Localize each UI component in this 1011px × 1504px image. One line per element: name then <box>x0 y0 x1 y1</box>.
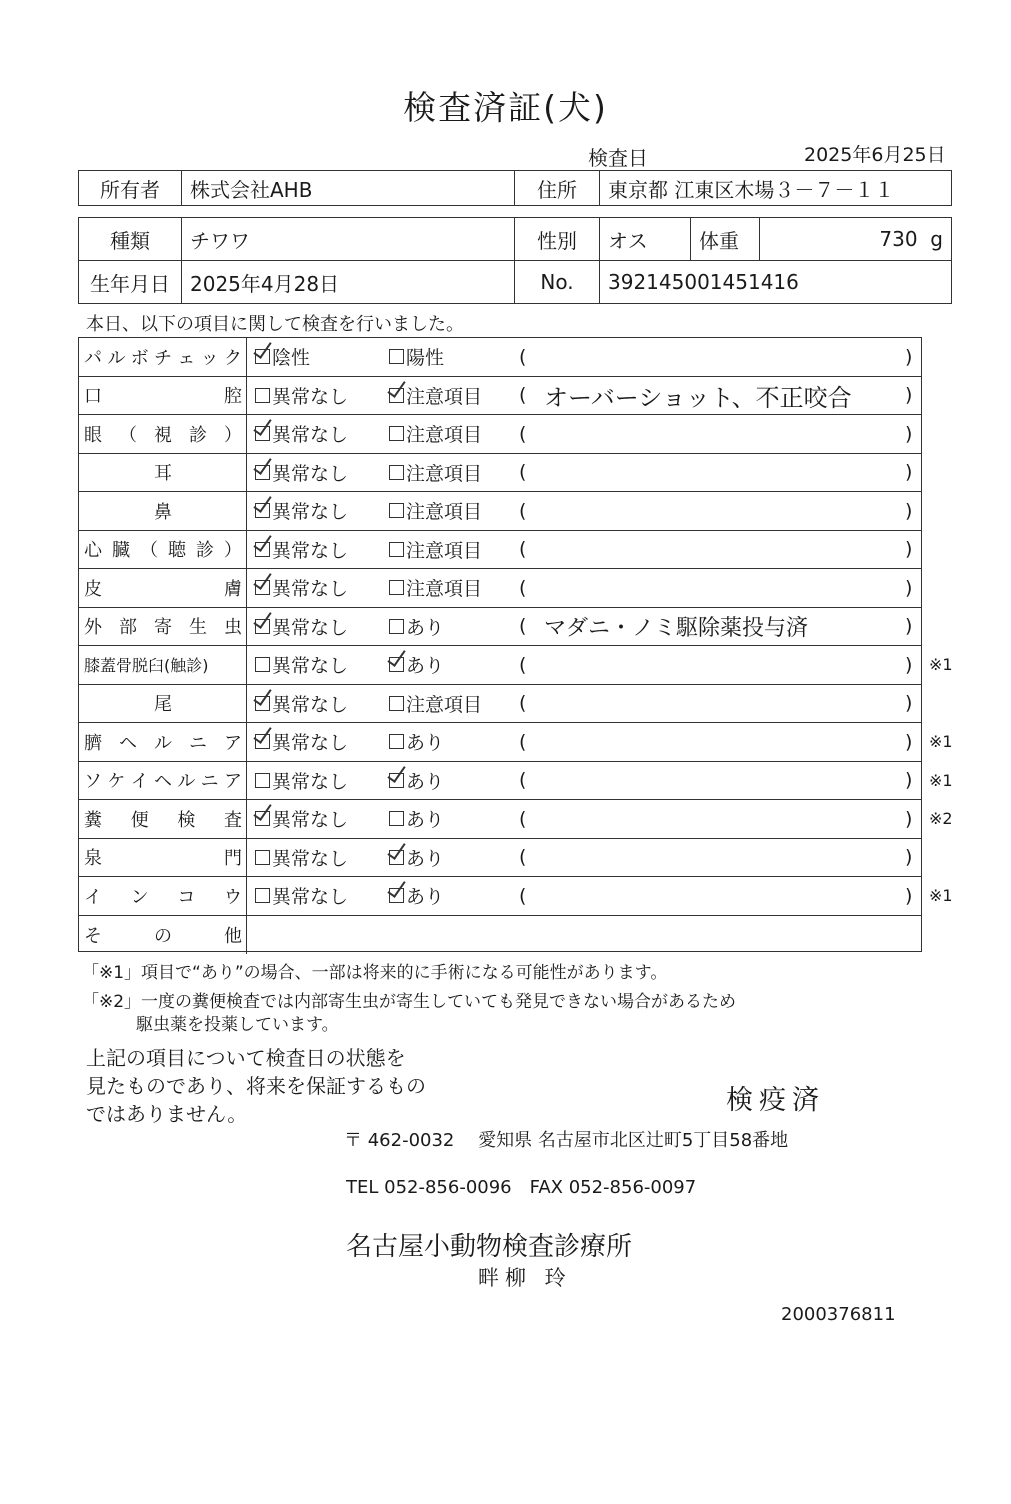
exam-row <box>79 492 921 531</box>
checkbox-icon[interactable] <box>255 503 270 518</box>
checkbox-icon[interactable] <box>389 811 404 826</box>
option-1-label: 陰性 <box>272 347 311 370</box>
open-paren: ( <box>519 653 527 676</box>
option-1-label: 異常なし <box>272 616 349 639</box>
footnote-2-cont: 駆虫薬を投薬しています。 <box>136 1015 339 1035</box>
option-1[interactable] <box>255 454 348 492</box>
checkbox-icon[interactable] <box>389 657 404 672</box>
exam-item-name-char: ヘ <box>119 732 138 754</box>
option-1[interactable] <box>255 338 310 376</box>
exam-item-name <box>79 608 247 646</box>
option-2-label: 注意項目 <box>406 501 483 524</box>
exam-item-name-char: 門 <box>224 848 243 870</box>
exam-item-name-char: イ <box>130 771 150 793</box>
footnote-2: 「※2」一度の糞便検査では内部寄生虫が寄生していても発見できない場合があるため <box>82 992 737 1012</box>
checkbox-icon[interactable] <box>255 773 270 788</box>
exam-item-name <box>79 877 247 915</box>
close-paren: ) <box>905 461 913 484</box>
exam-item-name-char: ヘ <box>153 771 173 793</box>
exam-item-name-char: （ <box>119 424 138 446</box>
option-2[interactable] <box>389 685 482 723</box>
exam-item-name-char: 膚 <box>224 578 243 600</box>
no-value: 392145001451416 <box>600 261 952 304</box>
dob-value: 2025年4月28日 <box>182 261 515 304</box>
intro-text: 本日、以下の項目に関して検査を行いました。 <box>86 314 464 335</box>
animal-table <box>78 217 952 304</box>
exam-item-name-char: ） <box>224 424 243 446</box>
close-paren: ) <box>905 538 913 561</box>
exam-item-name <box>79 800 247 838</box>
exam-item-name <box>79 839 247 877</box>
exam-item-name-char: チ <box>153 347 173 369</box>
option-1-label: 異常なし <box>272 770 349 793</box>
exam-item-name-char: 糞 <box>84 809 103 831</box>
exam-item-name-char: イ <box>84 886 103 908</box>
footnote-mark: ※1 <box>929 655 953 675</box>
checkbox-icon[interactable] <box>389 503 404 518</box>
exam-item-name-char: 診 <box>196 540 215 562</box>
option-1[interactable] <box>255 762 348 800</box>
exam-item-name-char: 生 <box>189 617 208 639</box>
checkbox-icon[interactable] <box>389 388 404 403</box>
option-1[interactable] <box>255 492 348 530</box>
option-1[interactable] <box>255 723 348 761</box>
exam-row <box>79 531 921 570</box>
option-2[interactable] <box>389 531 482 569</box>
checkbox-icon[interactable] <box>389 580 404 595</box>
checkbox-icon[interactable] <box>389 426 404 441</box>
exam-row <box>79 723 953 762</box>
weight-label: 体重 <box>691 218 760 261</box>
option-2-label: 注意項目 <box>406 578 483 601</box>
close-paren: ) <box>905 846 913 869</box>
exam-row <box>79 646 953 685</box>
checkbox-icon[interactable] <box>389 850 404 865</box>
exam-item-name: 尾 <box>79 685 247 723</box>
open-paren: ( <box>519 846 527 869</box>
option-1[interactable] <box>255 685 348 723</box>
option-1[interactable] <box>255 877 348 915</box>
option-1[interactable] <box>255 608 348 646</box>
close-paren: ) <box>905 653 913 676</box>
exam-row <box>79 877 953 916</box>
exam-note: オーバーショット、不正咬合 <box>544 383 852 412</box>
checkbox-icon[interactable] <box>389 349 404 364</box>
close-paren: ) <box>905 576 913 599</box>
exam-item-name: 耳 <box>79 454 247 492</box>
option-1-label: 異常なし <box>272 578 349 601</box>
option-1-label: 異常なし <box>272 501 349 524</box>
sex-value: オス <box>600 218 691 261</box>
veterinarian-name: 畔柳 玲 <box>478 1266 572 1290</box>
open-paren: ( <box>519 384 527 407</box>
exam-item-name-char: ソ <box>84 771 103 793</box>
exam-row <box>79 415 921 454</box>
exam-item-name-char: ケ <box>107 771 127 793</box>
checkbox-icon[interactable] <box>255 542 270 557</box>
exam-item-name-char: 泉 <box>84 848 103 870</box>
exam-item-name-char: 眼 <box>84 424 103 446</box>
close-paren: ) <box>905 345 913 368</box>
exam-item-name-char: そ <box>84 925 103 947</box>
option-2-label: あり <box>406 655 445 678</box>
checkbox-icon[interactable] <box>389 542 404 557</box>
option-2-label: あり <box>406 809 445 832</box>
option-2[interactable] <box>389 839 444 877</box>
exam-note: マダニ・ノミ駆除薬投与済 <box>544 615 809 641</box>
option-2-label: 注意項目 <box>406 462 483 485</box>
open-paren: ( <box>519 422 527 445</box>
checkbox-icon[interactable] <box>255 465 270 480</box>
exam-item-name: 膝蓋骨脱臼(触診) <box>79 646 247 684</box>
option-2-label: あり <box>406 616 445 639</box>
document-title: 検査済証(犬) <box>403 88 608 127</box>
clinic-address: 〒 462-0032 愛知県 名古屋市北区辻町5丁目58番地 <box>344 1130 789 1151</box>
checkbox-icon[interactable] <box>255 580 270 595</box>
option-2[interactable] <box>389 415 482 453</box>
checkbox-icon[interactable] <box>255 619 270 634</box>
clinic-name: 名古屋小動物検査診療所 <box>346 1232 633 1262</box>
exam-item-name <box>79 762 247 800</box>
option-1-label: 異常なし <box>272 732 349 755</box>
exam-item-name <box>79 531 247 569</box>
exam-item-name-char: ル <box>154 732 173 754</box>
checkbox-icon[interactable] <box>389 696 404 711</box>
exam-item-name <box>79 916 247 955</box>
exam-item-name-char: 臓 <box>112 540 131 562</box>
exam-item-name-char: 臍 <box>84 732 103 754</box>
exam-item-name-char: パ <box>84 347 103 369</box>
exam-item-name-char: 寄 <box>154 617 173 639</box>
option-2-label: あり <box>406 732 445 755</box>
exam-row <box>79 377 921 416</box>
footnote-mark: ※1 <box>929 770 953 790</box>
option-1-label: 異常なし <box>272 462 349 485</box>
open-paren: ( <box>519 884 527 907</box>
exam-item-name-char: 他 <box>224 925 243 947</box>
option-1[interactable] <box>255 531 348 569</box>
exam-item-name-char: の <box>154 925 173 947</box>
close-paren: ) <box>905 730 913 753</box>
option-2-label: 注意項目 <box>406 385 483 408</box>
exam-item-name-char: ン <box>130 886 150 908</box>
footnote-mark: ※2 <box>929 809 953 829</box>
exam-item-name-char: 部 <box>119 617 138 639</box>
document-number: 2000376811 <box>781 1304 896 1325</box>
option-2-label: 注意項目 <box>406 539 483 562</box>
close-paren: ) <box>905 384 913 407</box>
exam-item-name-char: ッ <box>200 347 220 369</box>
owner-table <box>78 170 952 206</box>
checkbox-icon[interactable] <box>255 388 270 403</box>
checkbox-icon[interactable] <box>255 349 270 364</box>
footnote-1: 「※1」項目で“あり”の場合、一部は将来的に手術になる可能性があります。 <box>82 963 668 983</box>
exam-item-name <box>79 338 247 376</box>
option-2[interactable] <box>389 454 482 492</box>
checkbox-icon[interactable] <box>389 773 404 788</box>
exam-item-name <box>79 415 247 453</box>
close-paren: ) <box>905 499 913 522</box>
exam-item-name-char: 心 <box>84 540 103 562</box>
checkbox-icon[interactable] <box>255 888 270 903</box>
exam-item-name-char: コ <box>177 886 197 908</box>
option-1-label: 異常なし <box>272 809 349 832</box>
option-1-label: 異常なし <box>272 693 349 716</box>
exam-item-name-char: 査 <box>223 809 243 831</box>
exam-item-name-char: ボ <box>130 347 150 369</box>
option-2[interactable] <box>389 877 444 915</box>
open-paren: ( <box>519 692 527 715</box>
open-paren: ( <box>519 538 527 561</box>
exam-item-name-char: 口 <box>84 386 103 408</box>
breed-label: 種類 <box>79 218 182 261</box>
exam-item-name: 鼻 <box>79 492 247 530</box>
exam-item-name-char: 診 <box>189 424 208 446</box>
checkbox-icon[interactable] <box>255 734 270 749</box>
no-label: No. <box>515 261 600 304</box>
sex-label: 性別 <box>515 218 600 261</box>
close-paren: ) <box>905 692 913 715</box>
option-1-label: 異常なし <box>272 655 349 678</box>
exam-date-label: 検査日 <box>588 146 648 170</box>
option-2[interactable] <box>389 492 482 530</box>
option-2-label: あり <box>406 886 445 909</box>
exam-item-name <box>79 723 247 761</box>
exam-item-name-char: ア <box>223 771 243 793</box>
breed-value: チワワ <box>182 218 515 261</box>
option-1-label: 異常なし <box>272 385 349 408</box>
close-paren: ) <box>905 422 913 445</box>
close-paren: ) <box>905 807 913 830</box>
open-paren: ( <box>519 730 527 753</box>
option-1-label: 異常なし <box>272 424 349 447</box>
checkbox-icon[interactable] <box>255 696 270 711</box>
option-1[interactable] <box>255 646 348 684</box>
exam-item-name <box>79 377 247 415</box>
open-paren: ( <box>519 461 527 484</box>
exam-item-name-char: ニ <box>200 771 220 793</box>
owner-label: 所有者 <box>79 171 182 206</box>
option-1-label: 異常なし <box>272 539 349 562</box>
option-1[interactable] <box>255 415 348 453</box>
open-paren: ( <box>519 499 527 522</box>
option-2[interactable] <box>389 762 444 800</box>
exam-item-name-char: 腔 <box>224 386 243 408</box>
option-2[interactable] <box>389 377 482 415</box>
exam-row <box>79 685 921 724</box>
checkbox-icon[interactable] <box>255 657 270 672</box>
exam-row <box>79 569 921 608</box>
option-2-label: 注意項目 <box>406 424 483 447</box>
option-2-label: 注意項目 <box>406 693 483 716</box>
exam-row <box>79 762 953 801</box>
address-value: 東京都 江東区木場３－７－１１ <box>600 171 952 206</box>
open-paren: ( <box>519 769 527 792</box>
exam-row <box>79 800 953 839</box>
footnote-mark: ※1 <box>929 886 953 906</box>
exam-item-name-char: 聴 <box>168 540 187 562</box>
option-1[interactable] <box>255 569 348 607</box>
exam-item-name-char: 便 <box>130 809 150 831</box>
exam-item-name-char: ニ <box>189 732 208 754</box>
exam-row <box>79 338 921 377</box>
other-field[interactable] <box>247 916 921 955</box>
close-paren: ) <box>905 769 913 792</box>
quarantine-stamp: 検疫済 <box>726 1085 825 1116</box>
exam-item-name-char: ル <box>107 347 127 369</box>
close-paren: ) <box>905 884 913 907</box>
option-1-label: 異常なし <box>272 886 349 909</box>
checkbox-icon[interactable] <box>389 734 404 749</box>
option-2[interactable] <box>389 608 444 646</box>
clinic-phone: TEL 052-856-0096 FAX 052-856-0097 <box>346 1177 697 1198</box>
address-label: 住所 <box>515 171 600 206</box>
checkbox-icon[interactable] <box>389 888 404 903</box>
exam-item-name-char: ア <box>224 732 243 754</box>
exam-row <box>79 454 921 493</box>
disclaimer-line-3: ではありません。 <box>86 1102 248 1126</box>
option-1[interactable] <box>255 800 348 838</box>
exam-item-name <box>79 569 247 607</box>
option-2[interactable] <box>389 338 444 376</box>
checkbox-icon[interactable] <box>389 465 404 480</box>
weight-cell <box>760 218 952 261</box>
option-1-label: 異常なし <box>272 847 349 870</box>
option-2[interactable] <box>389 723 444 761</box>
checkbox-icon[interactable] <box>255 850 270 865</box>
weight-value: 730 <box>879 227 918 251</box>
open-paren: ( <box>519 615 527 638</box>
exam-table <box>78 337 953 952</box>
open-paren: ( <box>519 807 527 830</box>
owner-value: 株式会社AHB <box>182 171 515 206</box>
exam-item-name-char: ェ <box>177 347 197 369</box>
exam-item-name-char: ） <box>224 540 243 562</box>
exam-item-name-char: 皮 <box>84 578 103 600</box>
exam-item-name-char: 検 <box>177 809 197 831</box>
disclaimer-line-1: 上記の項目について検査日の状態を <box>86 1046 406 1070</box>
close-paren: ) <box>905 615 913 638</box>
exam-item-name-char: ル <box>177 771 197 793</box>
option-2[interactable] <box>389 800 444 838</box>
option-2-label: 陽性 <box>406 347 445 370</box>
exam-date: 2025年6月25日 <box>804 144 946 166</box>
footnote-mark: ※1 <box>929 732 953 752</box>
exam-row-other <box>79 916 921 955</box>
open-paren: ( <box>519 345 527 368</box>
option-2-label: あり <box>406 770 445 793</box>
exam-item-name-char: ク <box>223 347 243 369</box>
checkbox-icon[interactable] <box>255 811 270 826</box>
option-2[interactable] <box>389 646 444 684</box>
option-1[interactable] <box>255 377 348 415</box>
checkbox-icon[interactable] <box>389 619 404 634</box>
exam-item-name-char: 外 <box>84 617 103 639</box>
option-2[interactable] <box>389 569 482 607</box>
dob-label: 生年月日 <box>79 261 182 304</box>
exam-item-name-char: （ <box>140 540 159 562</box>
exam-item-name-char: 視 <box>154 424 173 446</box>
exam-row <box>79 839 921 878</box>
exam-item-name-char: 虫 <box>224 617 243 639</box>
option-1[interactable] <box>255 839 348 877</box>
open-paren: ( <box>519 576 527 599</box>
weight-unit: g <box>930 227 943 251</box>
exam-item-name-char: ウ <box>223 886 243 908</box>
option-2-label: あり <box>406 847 445 870</box>
disclaimer-line-2: 見たものであり、将来を保証するもの <box>86 1074 426 1098</box>
exam-row <box>79 608 921 647</box>
checkbox-icon[interactable] <box>255 426 270 441</box>
